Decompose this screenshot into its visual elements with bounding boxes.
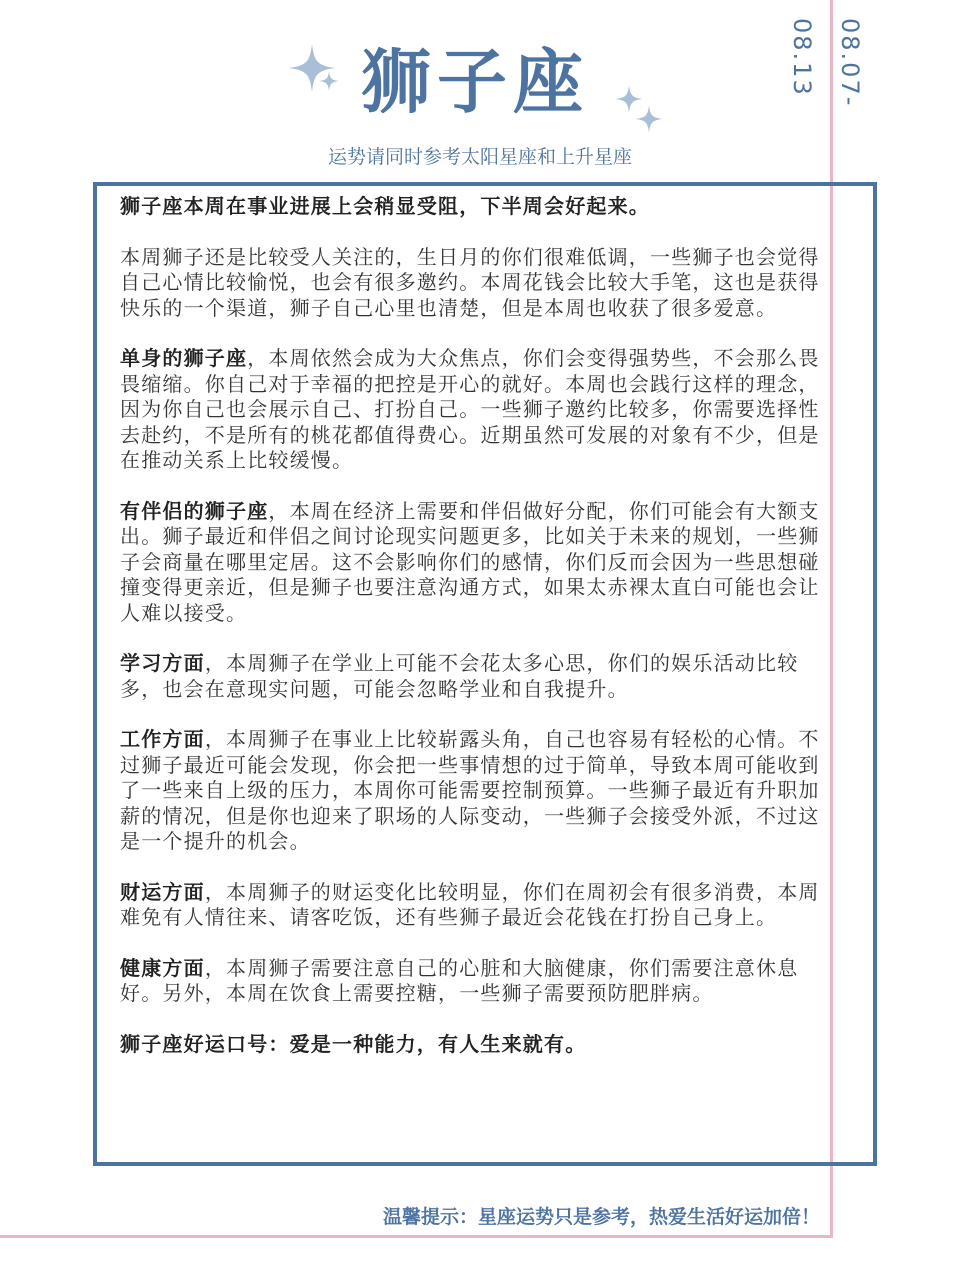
page-title: 狮子座: [361, 41, 589, 123]
horoscope-content: [120, 194, 820, 1082]
date-range: 08.07-08.13: [788, 18, 864, 108]
pink-horizontal-line: [0, 1235, 833, 1238]
intro-text: 狮子座本周在事业进展上会稍显受阻，下半周会好起来。: [120, 194, 650, 218]
subtitle: 运势请同时参考太阳星座和上升星座: [327, 146, 632, 168]
section-heading: 健康方面: [120, 955, 205, 980]
section-text: ，本周狮子在学业上可能不会花太多心思，你们的娱乐活动比较多，也会在意现实问题，可能会忽略学业和自我提升。: [120, 651, 799, 701]
section-heading: 单身的狮子座: [120, 346, 248, 370]
section-text: ，本周狮子需要注意自己的心脏和大脑健康，你们需要注意休息好。另外，本周在饮食上需要控糖，一些狮子需要预防肥胖病。: [120, 955, 799, 1005]
section-study: [120, 651, 820, 702]
footer-tip: 温馨提示：星座运势只是参考，热爱生活好运加倍！: [382, 1206, 820, 1228]
overview-text: 本周狮子还是比较受人关注的，生日月的你们很难低调，一些狮子也会觉得自己心情比较愉悦，也会有很多邀约。本周花钱会比较大手笔，这也是获得快乐的一个渠道，狮子自己心里也清楚，但是本周也收获了很多爱意。: [120, 244, 820, 320]
section-heading: 财运方面: [120, 879, 205, 904]
section-health: [120, 956, 820, 1007]
section-partner: [120, 499, 820, 627]
section-heading: 工作方面: [120, 727, 205, 751]
section-text: ，本周在经济上需要和伴侣做好分配，你们可能会有大额支出。狮子最近和伴侣之间讨论现实问题更多，比如关于未来的规划，一些狮子会商量在哪里定居。这不会影响你们的感情，你们反而会因为一些思想碰撞变得更亲近，但是狮子也要注意沟通方式，如果太赤裸太直白可能也会让人难以接受。: [120, 498, 820, 625]
section-text: ，本周狮子的财运变化比较明显，你们在周初会有很多消费，本周难免有人情往来、请客吃饭，还有些狮子最近会花钱在打扮自己身上。: [120, 879, 820, 929]
section-heading: 学习方面: [120, 651, 205, 675]
section-text: ，本周狮子在事业上比较崭露头角，自己也容易有轻松的心情。不过狮子最近可能会发现，你会把一些事情想的过于简单，导致本周可能收到了一些来自上级的压力，本周你可能需要控制预算。一些狮子最近有升职加薪的情况，但是你也迎来了职场的人际变动，一些狮子会接受外派，不过这是一个提升的机会。: [120, 727, 820, 853]
section-wealth: [120, 880, 820, 931]
section-heading: 有伴侣的狮子座: [120, 498, 269, 523]
section-text: ，本周依然会成为大众焦点，你们会变得强势些，不会那么畏畏缩缩。你自己对于幸福的把控是开心的就好。本周也会践行这样的理念，因为你自己也会展示自己、打扮自己。一些狮子邀约比较多，你需要选择性去赴约，不是所有的桃花都值得费心。近期虽然可发展的对象有不少，但是在推动关系上比较缓慢。: [120, 346, 820, 472]
sparkle-star-icon: [634, 104, 664, 134]
section-work: [120, 727, 820, 855]
section-single: [120, 346, 820, 474]
slogan-text: 狮子座好运口号：爱是一种能力，有人生来就有。: [120, 1031, 587, 1056]
